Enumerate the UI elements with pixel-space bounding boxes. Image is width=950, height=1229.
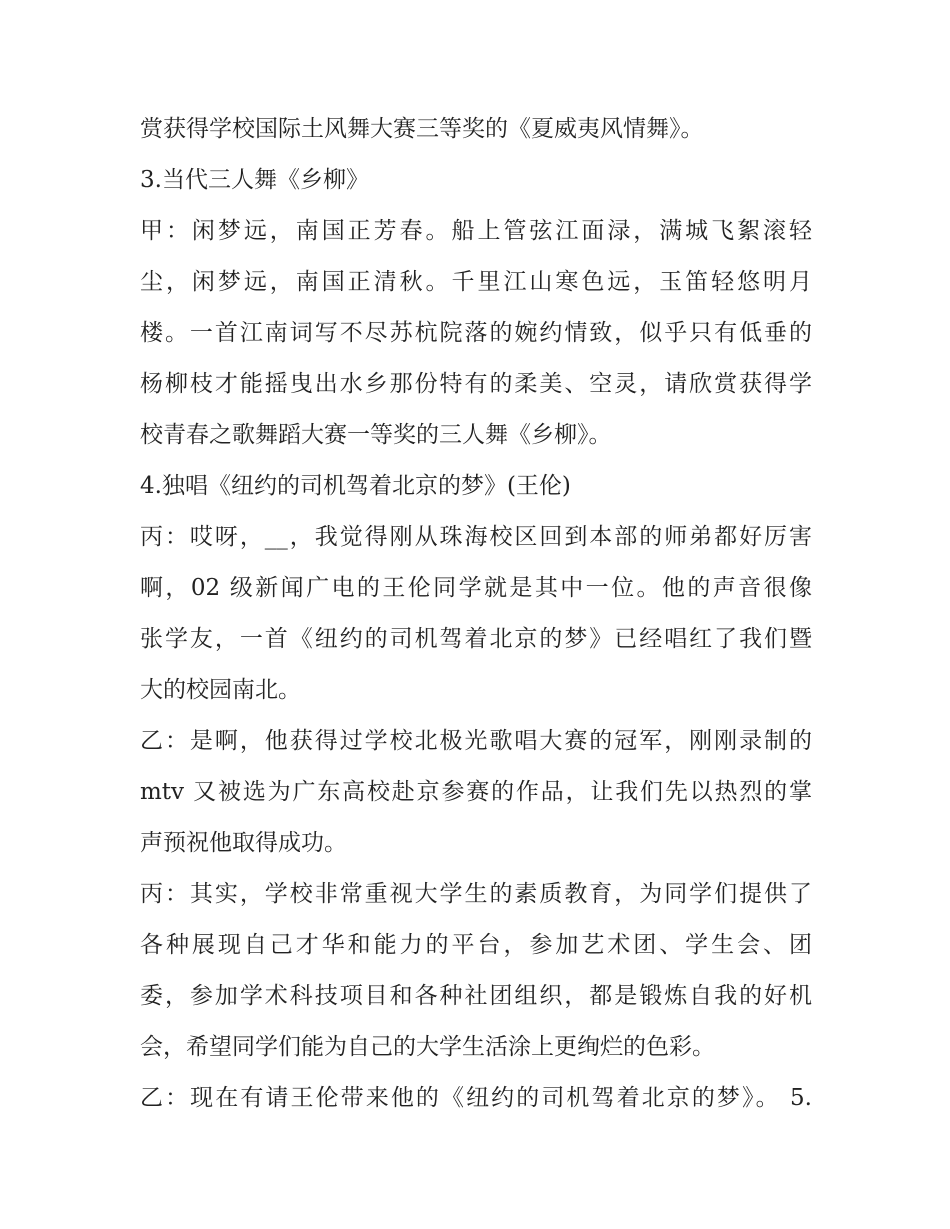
- text-line: 张学友，一首《纽约的司机驾着北京的梦》已经唱红了我们暨: [140, 626, 812, 652]
- section-heading: 4.独唱《纽约的司机驾着北京的梦》(王伦): [140, 473, 571, 499]
- text-line: 委，参加学术科技项目和各种社团组织，都是锻炼自我的好机: [140, 983, 812, 1009]
- text-line: 乙：是啊，他获得过学校北极光歌唱大赛的冠军，刚刚录制的: [140, 728, 812, 754]
- text-line: 赏获得学校国际土风舞大赛三等奖的《夏威夷风情舞》。: [140, 116, 704, 142]
- text-line: 乙：现在有请王伦带来他的《纽约的司机驾着北京的梦》。 5.: [140, 1085, 812, 1111]
- section-heading: 3.当代三人舞《乡柳》: [140, 167, 369, 193]
- text-line: 丙：其实，学校非常重视大学生的素质教育，为同学们提供了: [140, 881, 812, 907]
- text-line: 各种展现自己才华和能力的平台，参加艺术团、学生会、团: [140, 932, 812, 958]
- text-line: 会，希望同学们能为自己的大学生活涂上更绚烂的色彩。: [140, 1034, 715, 1060]
- text-line: 杨柳枝才能摇曳出水乡那份特有的柔美、空灵，请欣赏获得学: [140, 371, 812, 397]
- text-line: 啊，02 级新闻广电的王伦同学就是其中一位。他的声音很像: [140, 575, 812, 601]
- text-line: 尘，闲梦远，南国正清秋。千里江山寒色远，玉笛轻悠明月: [140, 269, 812, 295]
- text-line: 丙：哎呀，__，我觉得刚从珠海校区回到本部的师弟都好厉害: [140, 524, 812, 550]
- text-line: 声预祝他取得成功。: [140, 830, 347, 856]
- text-line: 楼。一首江南词写不尽苏杭院落的婉约情致，似乎只有低垂的: [140, 320, 812, 346]
- text-line: 甲：闲梦远，南国正芳春。船上管弦江面渌，满城飞絮滚轻: [140, 218, 812, 244]
- document-body: [140, 104, 812, 1124]
- text-line: 校青春之歌舞蹈大赛一等奖的三人舞《乡柳》。: [140, 422, 612, 448]
- text-line: mtv 又被选为广东高校赴京参赛的作品，让我们先以热烈的掌: [140, 779, 812, 805]
- text-line: 大的校园南北。: [140, 677, 301, 703]
